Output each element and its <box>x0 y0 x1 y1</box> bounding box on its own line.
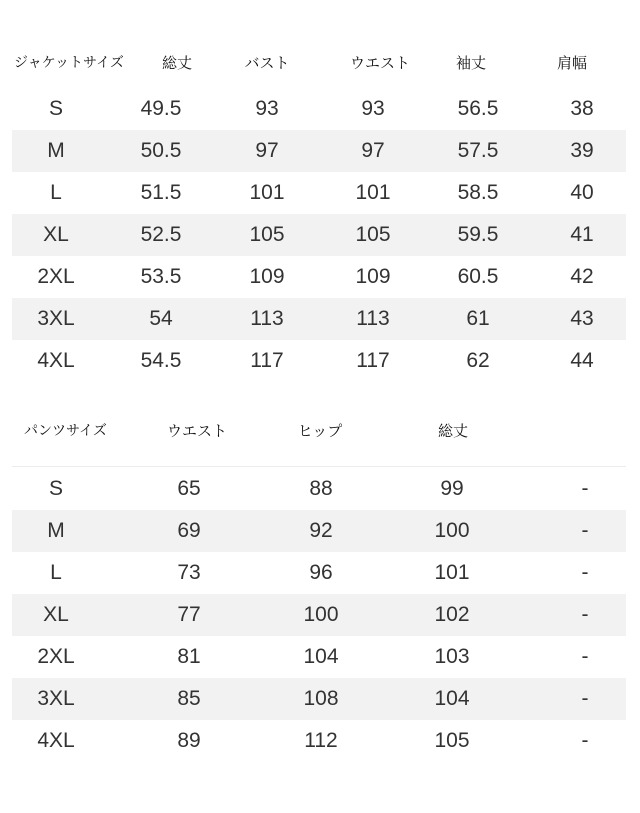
jacket-header-length: 総丈 <box>161 54 193 72</box>
table-row <box>12 88 626 130</box>
jacket-cell-length: 54.5 <box>140 349 182 372</box>
jacket-header-size: ジャケットサイズ <box>14 55 124 71</box>
pants-header-divider <box>12 466 626 467</box>
pants-cell-hip: 96 <box>309 561 333 584</box>
pants-cell-hip: 104 <box>303 645 339 668</box>
jacket-cell-bust: 109 <box>249 265 285 288</box>
table-row <box>12 510 626 552</box>
jacket-cell-shoulder: 38 <box>570 97 594 120</box>
jacket-cell-shoulder: 40 <box>570 181 594 204</box>
jacket-cell-size: XL <box>43 223 69 246</box>
jacket-cell-waist: 101 <box>355 181 391 204</box>
jacket-cell-sleeve: 59.5 <box>457 223 499 246</box>
table-row <box>12 130 626 172</box>
jacket-header-bust: バスト <box>244 54 290 72</box>
table-row <box>12 468 626 510</box>
jacket-cell-length: 50.5 <box>140 139 182 162</box>
table-row <box>12 720 626 762</box>
pants-header-waist: ウエスト <box>166 422 228 440</box>
jacket-cell-waist: 97 <box>361 139 385 162</box>
table-row <box>12 552 626 594</box>
jacket-cell-size: L <box>50 181 62 204</box>
jacket-cell-bust: 113 <box>250 307 284 330</box>
pants-cell-hip: 92 <box>309 519 333 542</box>
table-row <box>12 636 626 678</box>
jacket-cell-size: 3XL <box>37 307 75 330</box>
pants-cell-length: 100 <box>434 519 470 542</box>
pants-cell-length: 99 <box>440 477 464 500</box>
jacket-body <box>12 88 626 382</box>
jacket-cell-waist: 109 <box>355 265 391 288</box>
pants-size-table <box>12 420 626 762</box>
pants-cell-size: XL <box>43 603 69 626</box>
jacket-cell-shoulder: 39 <box>570 139 594 162</box>
pants-cell-hip: 100 <box>303 603 339 626</box>
table-row <box>12 172 626 214</box>
jacket-cell-size: 4XL <box>37 349 75 372</box>
jacket-cell-bust: 117 <box>250 349 284 372</box>
pants-cell-waist: 73 <box>177 561 201 584</box>
jacket-cell-sleeve: 58.5 <box>457 181 499 204</box>
pants-header-length: 総丈 <box>437 422 469 440</box>
pants-cell-size: 4XL <box>37 729 75 752</box>
jacket-cell-bust: 101 <box>249 181 285 204</box>
jacket-cell-size: M <box>47 139 65 162</box>
jacket-cell-length: 51.5 <box>140 181 182 204</box>
pants-cell-length: 103 <box>434 645 470 668</box>
pants-cell-waist: 89 <box>177 729 201 752</box>
pants-cell-length: 102 <box>434 603 470 626</box>
jacket-header-shoulder: 肩幅 <box>556 54 588 72</box>
pants-cell-hip: 108 <box>303 687 339 710</box>
pants-cell-extra: - <box>581 729 589 752</box>
pants-cell-extra: - <box>581 561 589 584</box>
jacket-size-table <box>12 52 626 382</box>
jacket-cell-sleeve: 56.5 <box>457 97 499 120</box>
jacket-cell-length: 52.5 <box>140 223 182 246</box>
jacket-cell-shoulder: 44 <box>570 349 594 372</box>
jacket-cell-bust: 97 <box>255 139 279 162</box>
jacket-cell-sleeve: 57.5 <box>457 139 499 162</box>
pants-cell-hip: 88 <box>309 477 333 500</box>
pants-cell-extra: - <box>581 687 589 710</box>
jacket-cell-shoulder: 42 <box>570 265 594 288</box>
pants-cell-waist: 85 <box>177 687 201 710</box>
jacket-cell-length: 49.5 <box>140 97 182 120</box>
pants-cell-length: 101 <box>434 561 470 584</box>
table-row <box>12 594 626 636</box>
jacket-cell-bust: 93 <box>255 97 279 120</box>
pants-cell-waist: 81 <box>177 645 201 668</box>
pants-cell-size: S <box>48 477 64 500</box>
table-row <box>12 256 626 298</box>
pants-cell-waist: 77 <box>177 603 201 626</box>
table-row <box>12 340 626 382</box>
jacket-cell-sleeve: 61 <box>466 307 490 330</box>
jacket-cell-length: 53.5 <box>140 265 182 288</box>
table-row <box>12 214 626 256</box>
jacket-cell-length: 54 <box>149 307 173 330</box>
table-row <box>12 678 626 720</box>
pants-header-size: パンツサイズ <box>24 423 107 439</box>
jacket-cell-shoulder: 43 <box>570 307 594 330</box>
pants-cell-length: 104 <box>434 687 470 710</box>
jacket-header-row <box>12 52 626 88</box>
pants-cell-extra: - <box>581 519 589 542</box>
pants-cell-waist: 65 <box>177 477 201 500</box>
jacket-cell-waist: 105 <box>355 223 391 246</box>
pants-cell-extra: - <box>581 645 589 668</box>
jacket-cell-sleeve: 62 <box>466 349 490 372</box>
table-row <box>12 298 626 340</box>
pants-cell-size: M <box>47 519 65 542</box>
pants-header-hip: ヒップ <box>297 422 343 440</box>
pants-body <box>12 468 626 762</box>
jacket-cell-sleeve: 60.5 <box>457 265 499 288</box>
jacket-header-waist: ウエスト <box>349 54 411 72</box>
jacket-cell-shoulder: 41 <box>570 223 594 246</box>
pants-cell-waist: 69 <box>177 519 201 542</box>
jacket-header-sleeve: 袖丈 <box>455 54 487 72</box>
pants-cell-length: 105 <box>434 729 470 752</box>
jacket-cell-waist: 117 <box>356 349 390 372</box>
jacket-cell-size: 2XL <box>37 265 75 288</box>
jacket-cell-bust: 105 <box>249 223 285 246</box>
jacket-cell-waist: 93 <box>361 97 385 120</box>
jacket-cell-waist: 113 <box>356 307 390 330</box>
pants-cell-hip: 112 <box>304 729 338 752</box>
pants-cell-size: L <box>50 561 62 584</box>
pants-header-row <box>12 420 626 468</box>
jacket-cell-size: S <box>48 97 64 120</box>
pants-cell-size: 3XL <box>37 687 75 710</box>
pants-cell-extra: - <box>581 477 589 500</box>
pants-cell-size: 2XL <box>37 645 75 668</box>
pants-cell-extra: - <box>581 603 589 626</box>
